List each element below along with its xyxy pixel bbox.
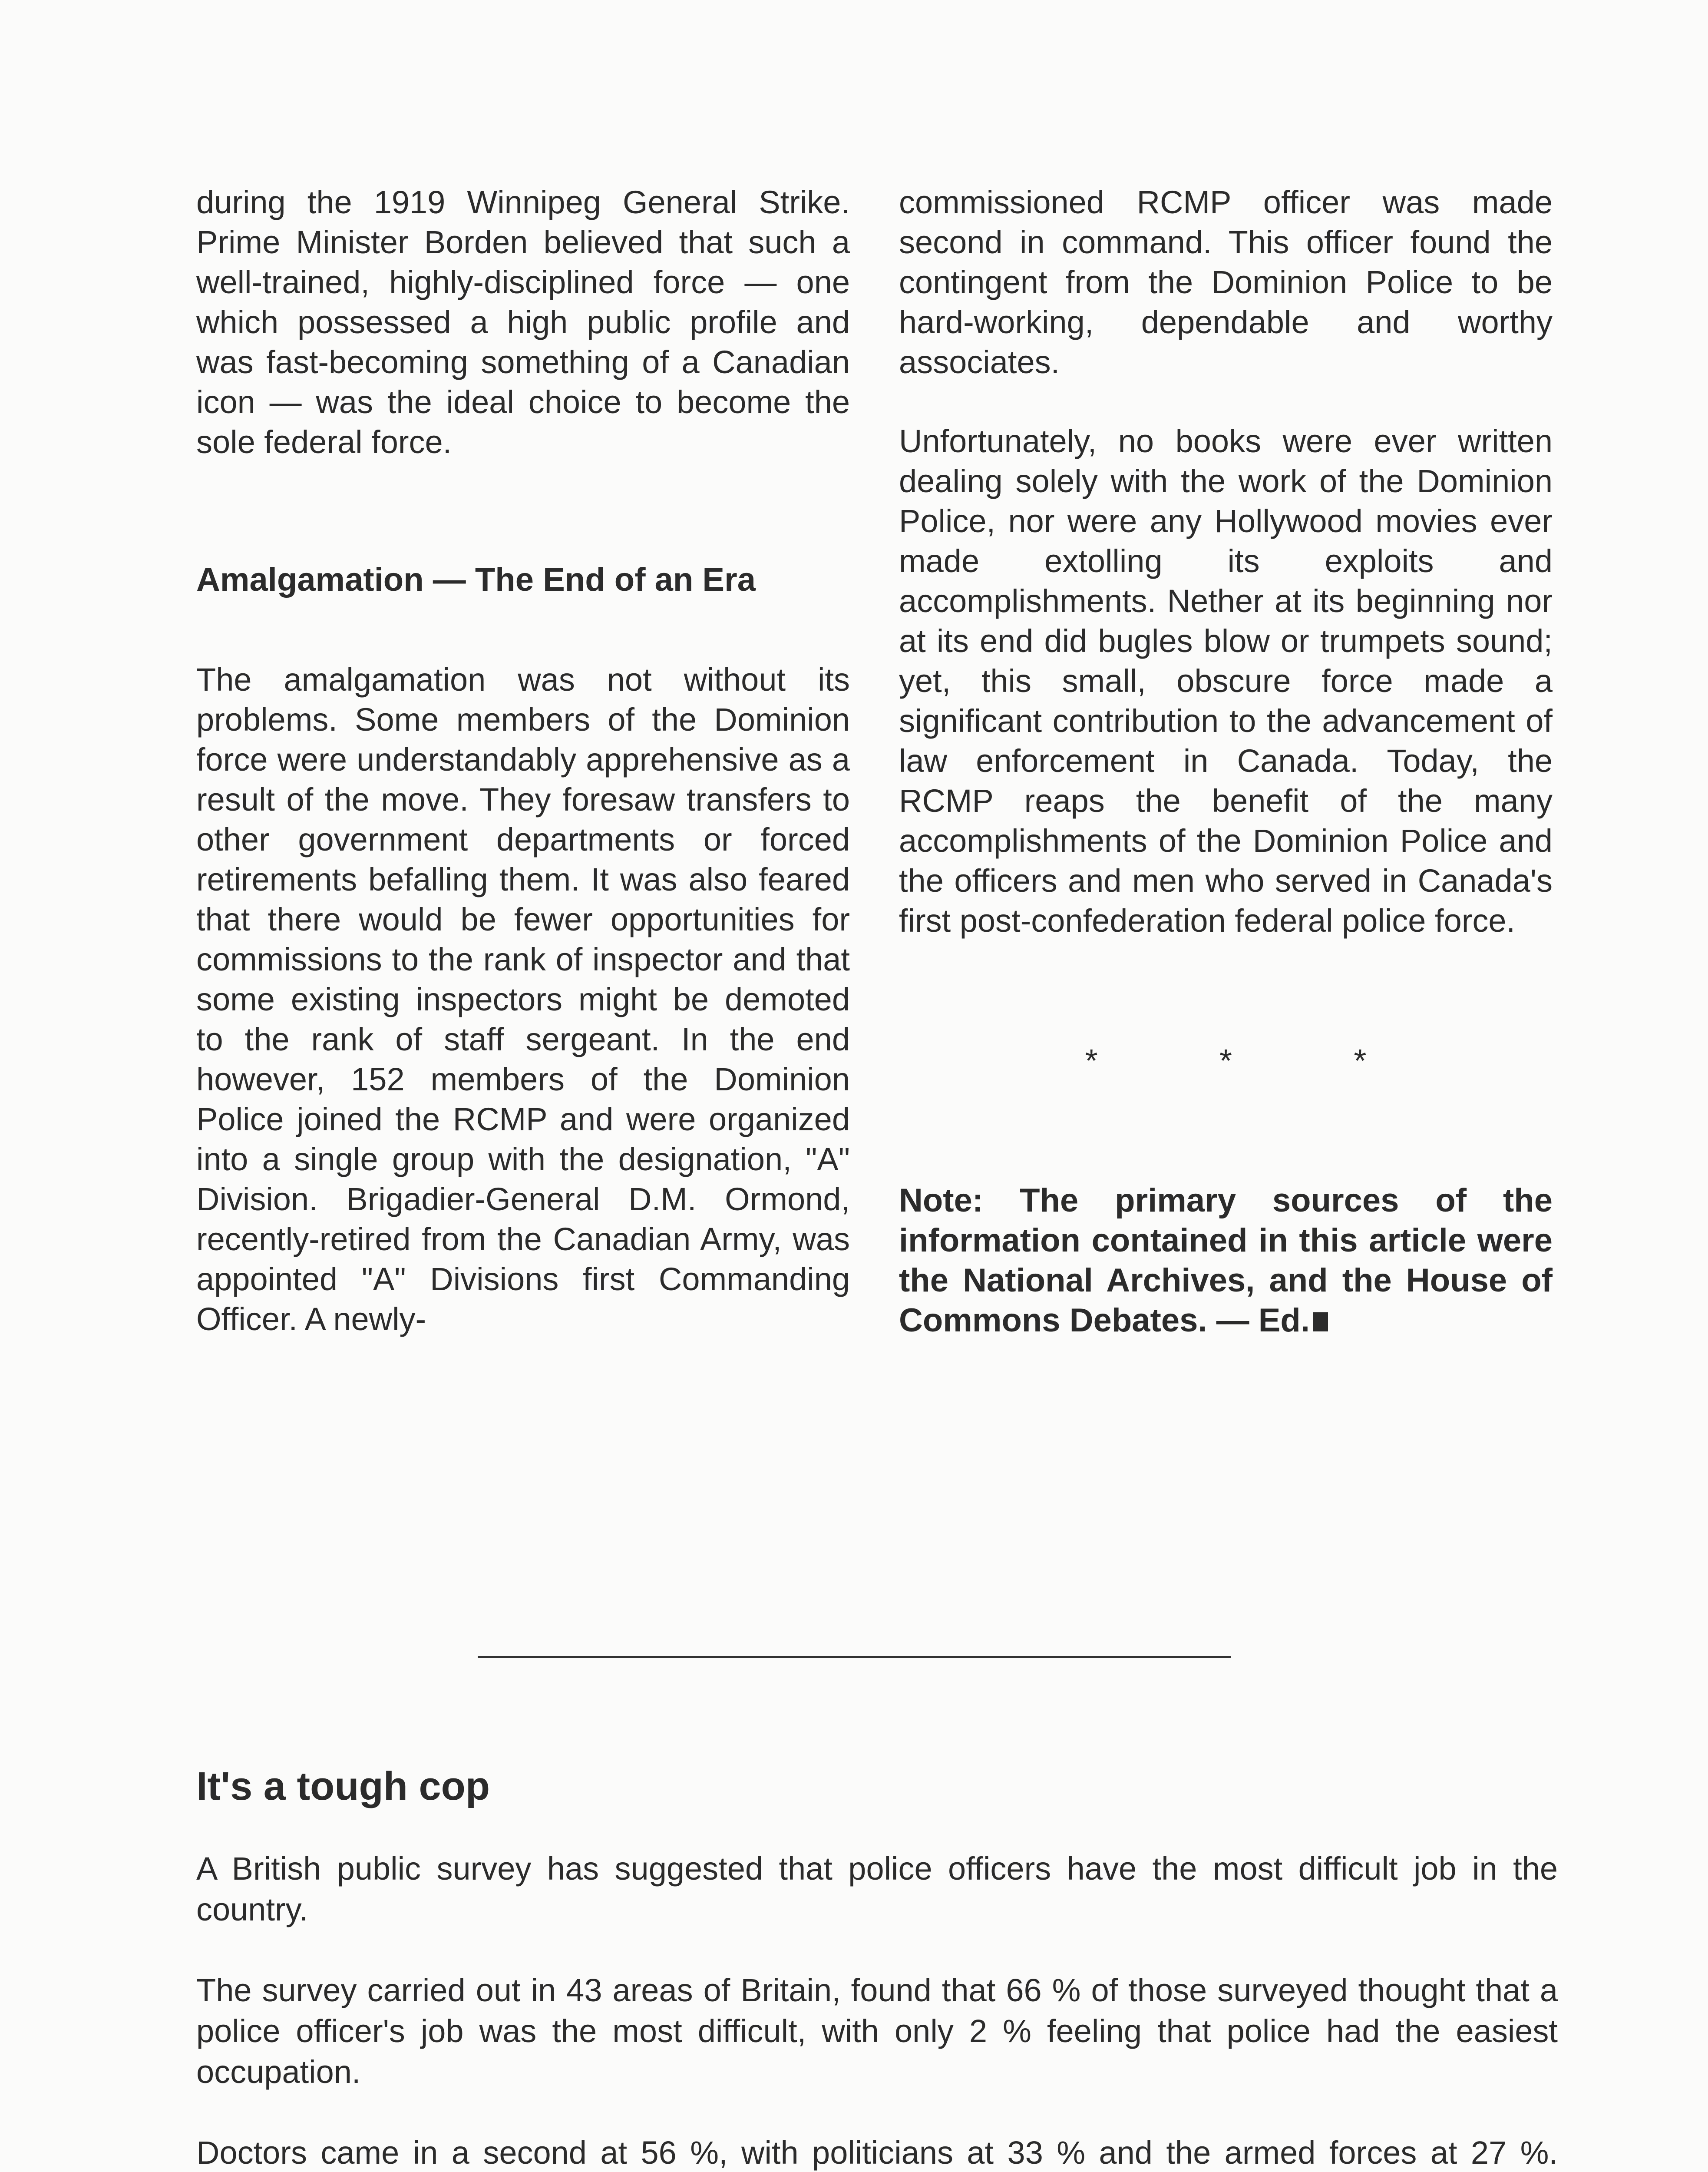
left-paragraph-1: during the 1919 Winnipeg General Strike. Prime Minister Borden believed that such a well-trained, highly-disciplined force — one which possessed a high public profile and was fast-becoming something of a Canadian icon — was the ideal choice to become the sole federal force. <box>196 184 850 460</box>
short-paragraph-1: A British public survey has suggested that police officers have the most difficult job in the country. <box>196 1851 1558 1927</box>
short-paragraph-3: Doctors came in a second at 56 %, with politicians at 33 % and the armed forces at 27 %. <box>196 2135 1558 2171</box>
right-paragraph-1: commissioned RCMP officer was made second in command. This officer found the contingent from the Dominion Police to be hard-working, dependable and worthy associates. <box>899 184 1553 380</box>
short-article-title: It's a tough cop <box>196 1764 490 1808</box>
section-heading: Amalgamation — The End of an Era <box>196 561 756 598</box>
short-article-body <box>196 1848 1558 2172</box>
left-column <box>196 182 850 1339</box>
left-paragraph-2: The amalgamation was not without its problems. Some members of the Dominion force were understandably apprehensive as a result of the move. They foresaw transfers to other government departments or forced retirements befalling them. It was also feared that there would be fewer opportunities for commissions to the rank of inspector and that some existing inspectors might be demoted to the rank of staff sergeant. In the end however, 152 members of the Dominion Police joined the RCMP and were organized into a single group with the designation, "A" Division. Brigadier-General D.M. Ormond, recently-retired from the Canadian Army, was appointed "A" Divisions first Commanding Officer. A newly- <box>196 662 850 1337</box>
right-paragraph-2: Unfortunately, no books were ever written dealing solely with the work of the Dominion Police, nor were any Hollywood movies ever made extolling its exploits and accomplishments. Nether at its beginning nor at its end did bugles blow or trumpets sound; yet, this small, obscure force made a significant contribution to the advancement of law enforcement in Canada. Today, the RCMP reaps the benefit of the many accomplishments of the Dominion Police and the officers and men who served in Canada's first post-confederation federal police force. <box>899 423 1553 939</box>
end-mark-icon <box>1313 1312 1328 1331</box>
paragraph-gap <box>899 382 1553 421</box>
divider-rule <box>478 1656 1231 1658</box>
short-paragraph-2: The survey carried out in 43 areas of Britain, found that 66 % of those surveyed thought that a police officer's job was the most difficult, with only 2 % feeling that police had the easiest occupation. <box>196 1972 1558 2090</box>
editor-note <box>899 1181 1553 1341</box>
right-column <box>899 182 1553 1341</box>
section-break-stars: * * * <box>1085 1043 1423 1079</box>
editor-note-text: Note: The primary sources of the information contained in this article were the National Archives, and the House of Commons Debates. — Ed. <box>899 1182 1553 1339</box>
